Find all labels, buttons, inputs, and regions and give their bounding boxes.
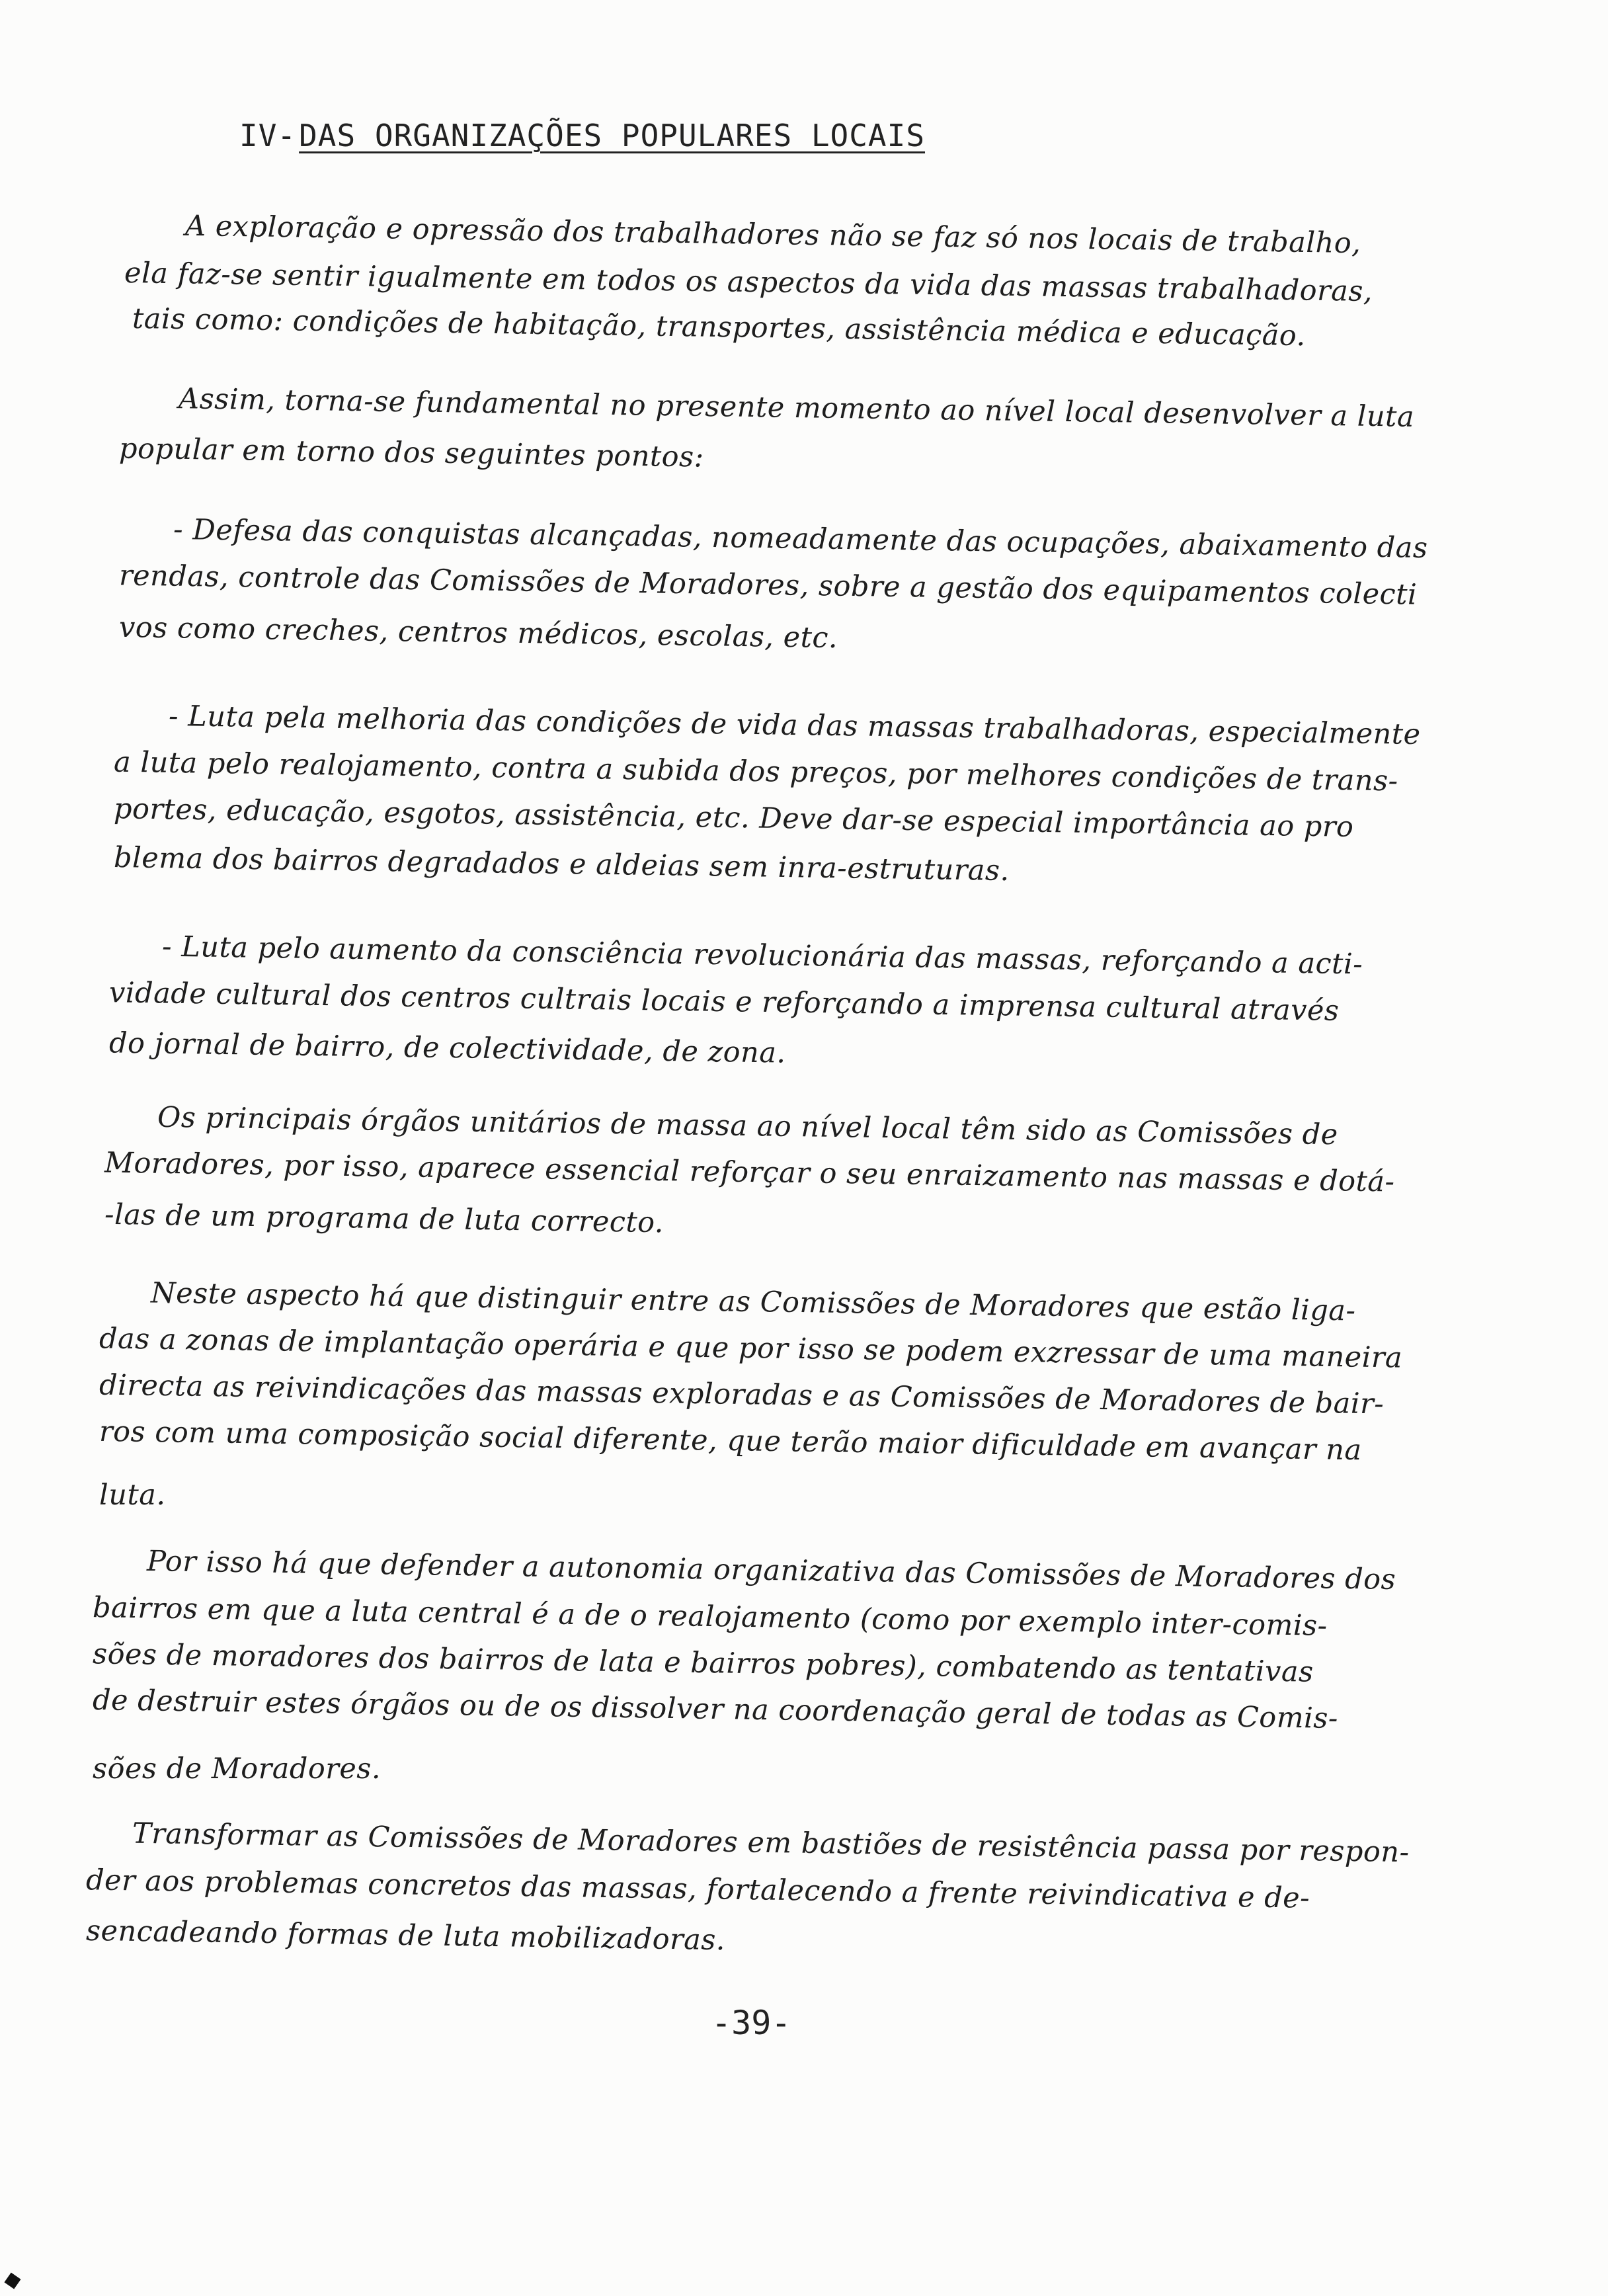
- section-heading: [239, 118, 925, 153]
- text-line: tais como: condições de habitação, transportes, assistência médica e educação.: [132, 302, 1306, 353]
- text-line: A exploração e opressão dos trabalhadores não se faz só nos locais de trabalho,: [184, 209, 1361, 261]
- scan-speck: [4, 2272, 20, 2289]
- text-line: - Luta pela melhoria das condições de vida das massas trabalhadoras, especialmente: [168, 699, 1421, 752]
- text-line: Moradores, por isso, aparece essencial reforçar o seu enraizamento nas massas e dotá-: [104, 1146, 1395, 1199]
- text-line: ela faz-se sentir igualmente em todos os aspectos da vida das massas trabalhadoras,: [124, 256, 1373, 309]
- text-line: Assim, torna-se fundamental no presente momento ao nível local desenvolver a luta: [178, 382, 1415, 434]
- text-line: Os principais órgãos unitários de massa ao nível local têm sido as Comissões de: [157, 1100, 1339, 1152]
- text-line: ros com uma composição social diferente, que terão maior dificuldade em avançar na: [99, 1414, 1362, 1467]
- page-number: -39-: [711, 2004, 791, 2042]
- text-line: popular em torno dos seguintes pontos:: [118, 432, 705, 474]
- text-line: der aos problemas concretos das massas, fortalecendo a frente reivindicativa e de-: [85, 1864, 1310, 1915]
- text-line: - Defesa das conquistas alcançadas, nomeadamente das ocupações, abaixamento das: [173, 512, 1428, 565]
- text-line: sões de Moradores.: [93, 1752, 382, 1785]
- section-number: IV-: [239, 118, 297, 153]
- text-line: blema dos bairros degradados e aldeias sem inra-estruturas.: [113, 840, 1010, 888]
- text-line: portes, educação, esgotos, assistência, etc. Deve dar-se especial importância ao pro: [113, 792, 1354, 844]
- text-line: sões de moradores dos bairros de lata e bairros pobres), combatendo as tentativas: [92, 1637, 1314, 1689]
- text-line: do jornal de bairro, de colectividade, de zona.: [108, 1026, 786, 1070]
- text-line: luta.: [99, 1479, 166, 1512]
- text-line: a luta pelo realojamento, contra a subida dos preços, por melhores condições de trans-: [113, 745, 1399, 798]
- text-line: - Luta pelo aumento da consciência revolucionária das massas, reforçando a acti-: [161, 930, 1363, 981]
- text-line: rendas, controle das Comissões de Moradores, sobre a gestão dos equipamentos colecti: [118, 559, 1418, 612]
- text-line: -las de um programa de luta correcto.: [104, 1198, 664, 1240]
- section-title: DAS ORGANIZAÇÕES POPULARES LOCAIS: [299, 118, 926, 153]
- text-line: Neste aspecto há que distinguir entre as Comissões de Moradores que estão liga-: [150, 1276, 1356, 1328]
- text-line: directa as reivindicações das massas exploradas e as Comissões de Moradores de bair-: [99, 1368, 1385, 1421]
- text-line: de destruir estes órgãos ou de os dissolver na coordenação geral de todas as Comis-: [92, 1684, 1339, 1735]
- text-line: das a zonas de implantação operária e que por isso se podem exzressar de uma maneira: [99, 1322, 1403, 1375]
- text-line: vidade cultural dos centros cultrais locais e reforçando a imprensa cultural através: [108, 976, 1340, 1028]
- text-line: Transformar as Comissões de Moradores em bastiões de resistência passa por respon-: [132, 1817, 1410, 1869]
- text-line: vos como creches, centros médicos, escolas, etc.: [118, 610, 838, 655]
- text-line: sencadeando formas de luta mobilizadoras.: [85, 1914, 726, 1957]
- text-line: bairros em que a luta central é a de o realojamento (como por exemplo inter-comis-: [92, 1591, 1328, 1643]
- text-line: Por isso há que defender a autonomia organizativa das Comissões de Moradores dos: [146, 1544, 1396, 1597]
